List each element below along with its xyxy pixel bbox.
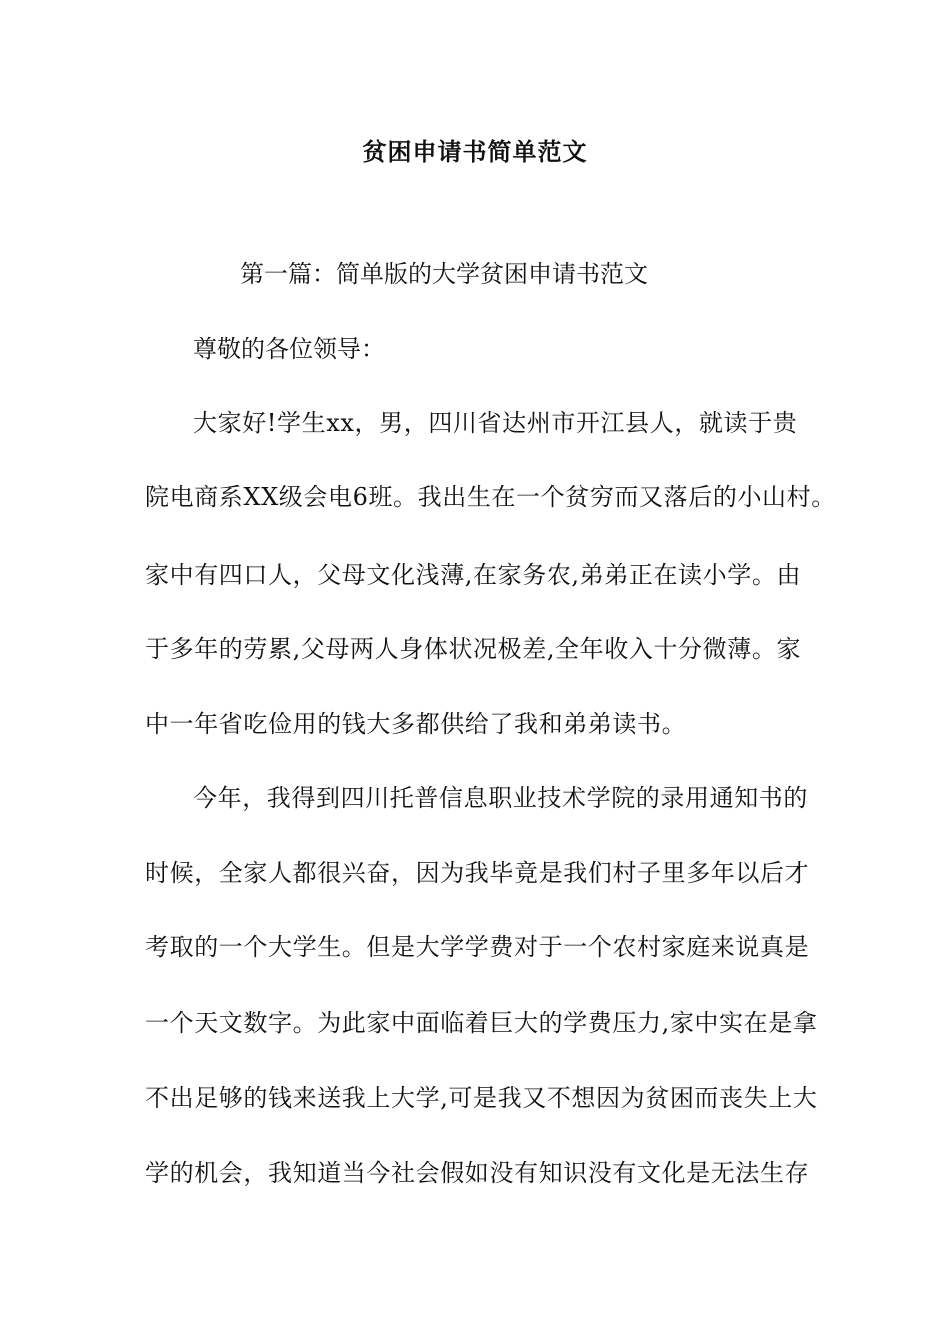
paragraph-line: 学的机会，我知道当今社会假如没有知识没有文化是无法生存 — [145, 1159, 810, 1187]
paragraph-line: 考取的一个大学生。但是大学学费对于一个农村家庭来说真是 — [145, 933, 810, 961]
paragraph-line: 今年，我得到四川托普信息职业技术学院的录用通知书的 — [193, 784, 808, 812]
paragraph-line: 中一年省吃俭用的钱大多都供给了我和弟弟读书。 — [145, 710, 687, 738]
paragraph-line: 家中有四口人，父母文化浅薄,在家务农,弟弟正在读小学。由 — [145, 561, 802, 589]
paragraph-line: 时候，全家人都很兴奋，因为我毕竟是我们村子里多年以后才 — [145, 859, 810, 887]
section-heading: 第一篇：简单版的大学贫困申请书范文 — [240, 260, 648, 288]
salutation-line: 尊敬的各位领导： — [193, 335, 385, 363]
document-title: 贫困申请书简单范文 — [362, 137, 588, 166]
paragraph-line: 一个天文数字。为此家中面临着巨大的学费压力,家中实在是拿 — [145, 1009, 818, 1037]
paragraph-line: 大家好!学生xx，男，四川省达州市开江县人，就读于贵 — [193, 409, 798, 437]
paragraph-line: 不出足够的钱来送我上大学,可是我又不想因为贫困而丧失上大 — [145, 1084, 818, 1112]
paragraph-line: 于多年的劳累,父母两人身体状况极差,全年收入十分微薄。家 — [145, 635, 802, 663]
paragraph-line: 院电商系XX级会电6班。我出生在一个贫穷而又落后的小山村。 — [145, 483, 836, 511]
